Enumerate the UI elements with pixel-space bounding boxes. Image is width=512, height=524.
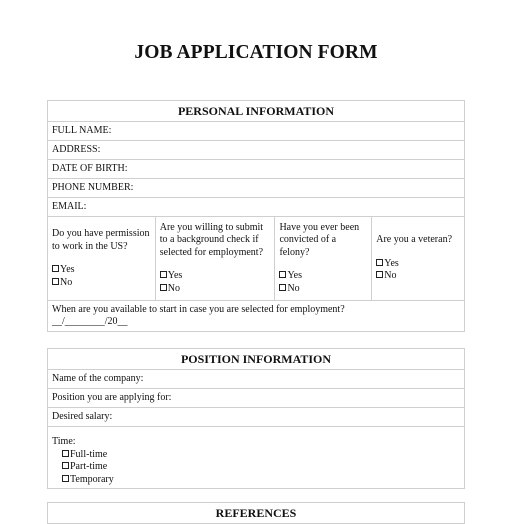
position-applying-field[interactable]: Position you are applying for: xyxy=(48,389,465,408)
option-yes[interactable]: Yes xyxy=(52,264,151,277)
option-no[interactable]: No xyxy=(160,283,271,296)
date-of-birth-field[interactable]: DATE OF BIRTH: xyxy=(48,160,465,179)
position-information-section xyxy=(47,348,465,489)
form-title: JOB APPLICATION FORM xyxy=(134,42,378,63)
checkbox-icon[interactable] xyxy=(52,278,59,285)
question-text: Have you ever been convicted of a felony? xyxy=(279,221,360,258)
question-text: Are you a veteran? xyxy=(376,234,453,246)
personal-information-section xyxy=(47,100,465,332)
references-header: REFERENCES xyxy=(48,503,465,524)
question-text: Are you willing to submit to a background check if selected for employment? xyxy=(159,221,264,258)
option-no[interactable]: No xyxy=(376,270,460,283)
question-work-permission xyxy=(48,217,156,301)
checkbox-icon[interactable] xyxy=(160,284,167,291)
option-part-time[interactable]: Part-time xyxy=(52,461,460,474)
address-field[interactable]: ADDRESS: xyxy=(48,141,465,160)
checkbox-icon[interactable] xyxy=(279,284,286,291)
availability-text: When are you available to start in case you are selected for employment? xyxy=(52,303,345,315)
full-name-field[interactable]: FULL NAME: xyxy=(48,122,465,141)
question-text: Do you have permission to work in the US? xyxy=(52,228,150,252)
option-full-time[interactable]: Full-time xyxy=(52,449,460,462)
checkbox-icon[interactable] xyxy=(62,475,69,482)
references-section xyxy=(47,502,465,524)
option-yes[interactable]: Yes xyxy=(376,258,460,271)
option-yes[interactable]: Yes xyxy=(279,270,367,283)
time-question xyxy=(48,427,465,489)
position-information-header: POSITION INFORMATION xyxy=(48,349,465,370)
phone-number-field[interactable]: PHONE NUMBER: xyxy=(48,179,465,198)
company-name-field[interactable]: Name of the company: xyxy=(48,370,465,389)
checkbox-icon[interactable] xyxy=(52,265,59,272)
question-background-check xyxy=(155,217,275,301)
option-temporary[interactable]: Temporary xyxy=(52,474,460,487)
checkbox-icon[interactable] xyxy=(160,271,167,278)
question-veteran xyxy=(372,217,465,301)
question-felony xyxy=(275,217,372,301)
option-no[interactable]: No xyxy=(52,277,151,290)
checkbox-icon[interactable] xyxy=(62,462,69,469)
checkbox-icon[interactable] xyxy=(62,450,69,457)
option-no[interactable]: No xyxy=(279,283,367,296)
date-blank[interactable]: __/________/20__ xyxy=(52,316,128,327)
checkbox-icon[interactable] xyxy=(376,259,383,266)
desired-salary-field[interactable]: Desired salary: xyxy=(48,408,465,427)
email-field[interactable]: EMAIL: xyxy=(48,198,465,217)
option-yes[interactable]: Yes xyxy=(160,270,271,283)
availability-question[interactable] xyxy=(48,301,465,332)
time-label: Time: xyxy=(52,436,76,447)
checkbox-icon[interactable] xyxy=(279,271,286,278)
checkbox-icon[interactable] xyxy=(376,271,383,278)
personal-information-header: PERSONAL INFORMATION xyxy=(48,101,465,122)
